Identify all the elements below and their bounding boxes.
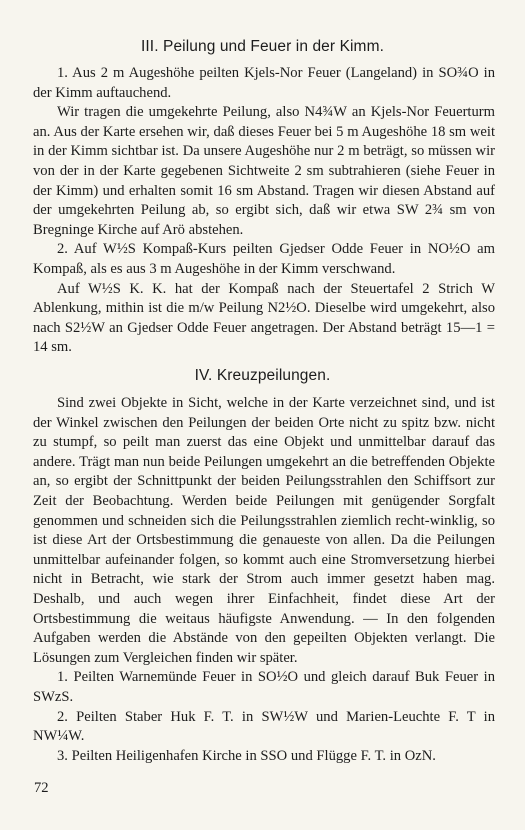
paragraph: 2. Auf W½S Kompaß-Kurs peilten Gjedser Odde Feuer in NO½O am Kompaß, als es aus 3 m Augeshöhe in der Kimm verschwand. [33,241,495,277]
section-body-kreuzpeilungen [33,394,495,766]
page-number: 72 [34,780,49,796]
section-heading-kreuzpeilungen: IV. Kreuzpeilungen. [194,367,331,384]
paragraph: Sind zwei Objekte in Sicht, welche in der Karte verzeichnet sind, und ist der Winkel zwischen den Peilungen der beiden Orte nicht zu spitz bzw. nicht zu stumpf, so peilt man zuerst das eine Objekt und unmittelbar darauf das andere. Trägt man nun beide Peilungen umgekehrt an die betreffenden Objekte an, so ergibt der Schnittpunkt der beiden Peilungsstrahlen den Schiffsort zur Zeit der Beobachtung. Werden beide Peilungen mit genügender Sorgfalt genommen und schneiden sich die Peilungsstrahlen ziemlich recht-winklig, so ist diese Art der Ortsbestimmung die genaueste von allen. Da die Peilungen unmittelbar aufeinander folgen, so kommt auch eine Stromversetzung hierbei nicht in Betracht, wie stark der Strom auch immer gesetzt haben mag. Deshalb, und auch wegen ihrer Einfachheit, findet diese Art der Ortsbestimmung die weitaus häufigste Anwendung. — In den folgenden Aufgaben werden die Abstände von den gepeilten Objekten verlangt. Die Lösungen zum Vergleichen finden wir später. [33,395,495,666]
paragraph: 1. Aus 2 m Augeshöhe peilten Kjels-Nor Feuer (Langeland) in SO¾O in der Kimm auftauchend. [33,65,495,101]
paragraph: 2. Peilten Staber Huk F. T. in SW½W und Marien-Leuchte F. T in NW¼W. [33,708,495,745]
paragraph: Wir tragen die umgekehrte Peilung, also N4¾W an Kjels-Nor Feuerturm an. Aus der Karte ersehen wir, daß dieses Feuer bei 5 m Augeshöhe 18 sm weit in der Kimm sichtbar ist. Da unsere Augeshöhe nur 2 m beträgt, so müssen wir von der in der Karte gegebenen Sichtweite 2 sm subtrahieren (siehe Feuer in der Kimm) und erhalten somit 16 sm Abstand. Tragen wir diesen Abstand auf der umgekehrten Peilung ab, so ergibt sich, daß wir etwa SW 2¾ sm von Bregninge Kirche auf Arö abstehen. [33,104,495,238]
section-heading-peilung-feuer-kimm: III. Peilung und Feuer in der Kimm. [140,38,384,55]
section-body-peilung-feuer-kimm [33,64,495,358]
paragraph: Auf W½S K. K. hat der Kompaß nach der Steuertafel 2 Strich W Ablenkung, mithin ist die m/w Peilung N2½O. Dieselbe wird umgekehrt, also nach S2½W an Gjedser Odde Feuer angetragen. Der Abstand beträgt 15—1 = 14 sm. [33,280,495,356]
paragraph: 1. Peilten Warnemünde Feuer in SO½O und gleich darauf Buk Feuer in SWzS. [33,669,495,705]
paragraph: 3. Peilten Heiligenhafen Kirche in SSO und Flügge F. T. in OzN. [57,747,436,764]
